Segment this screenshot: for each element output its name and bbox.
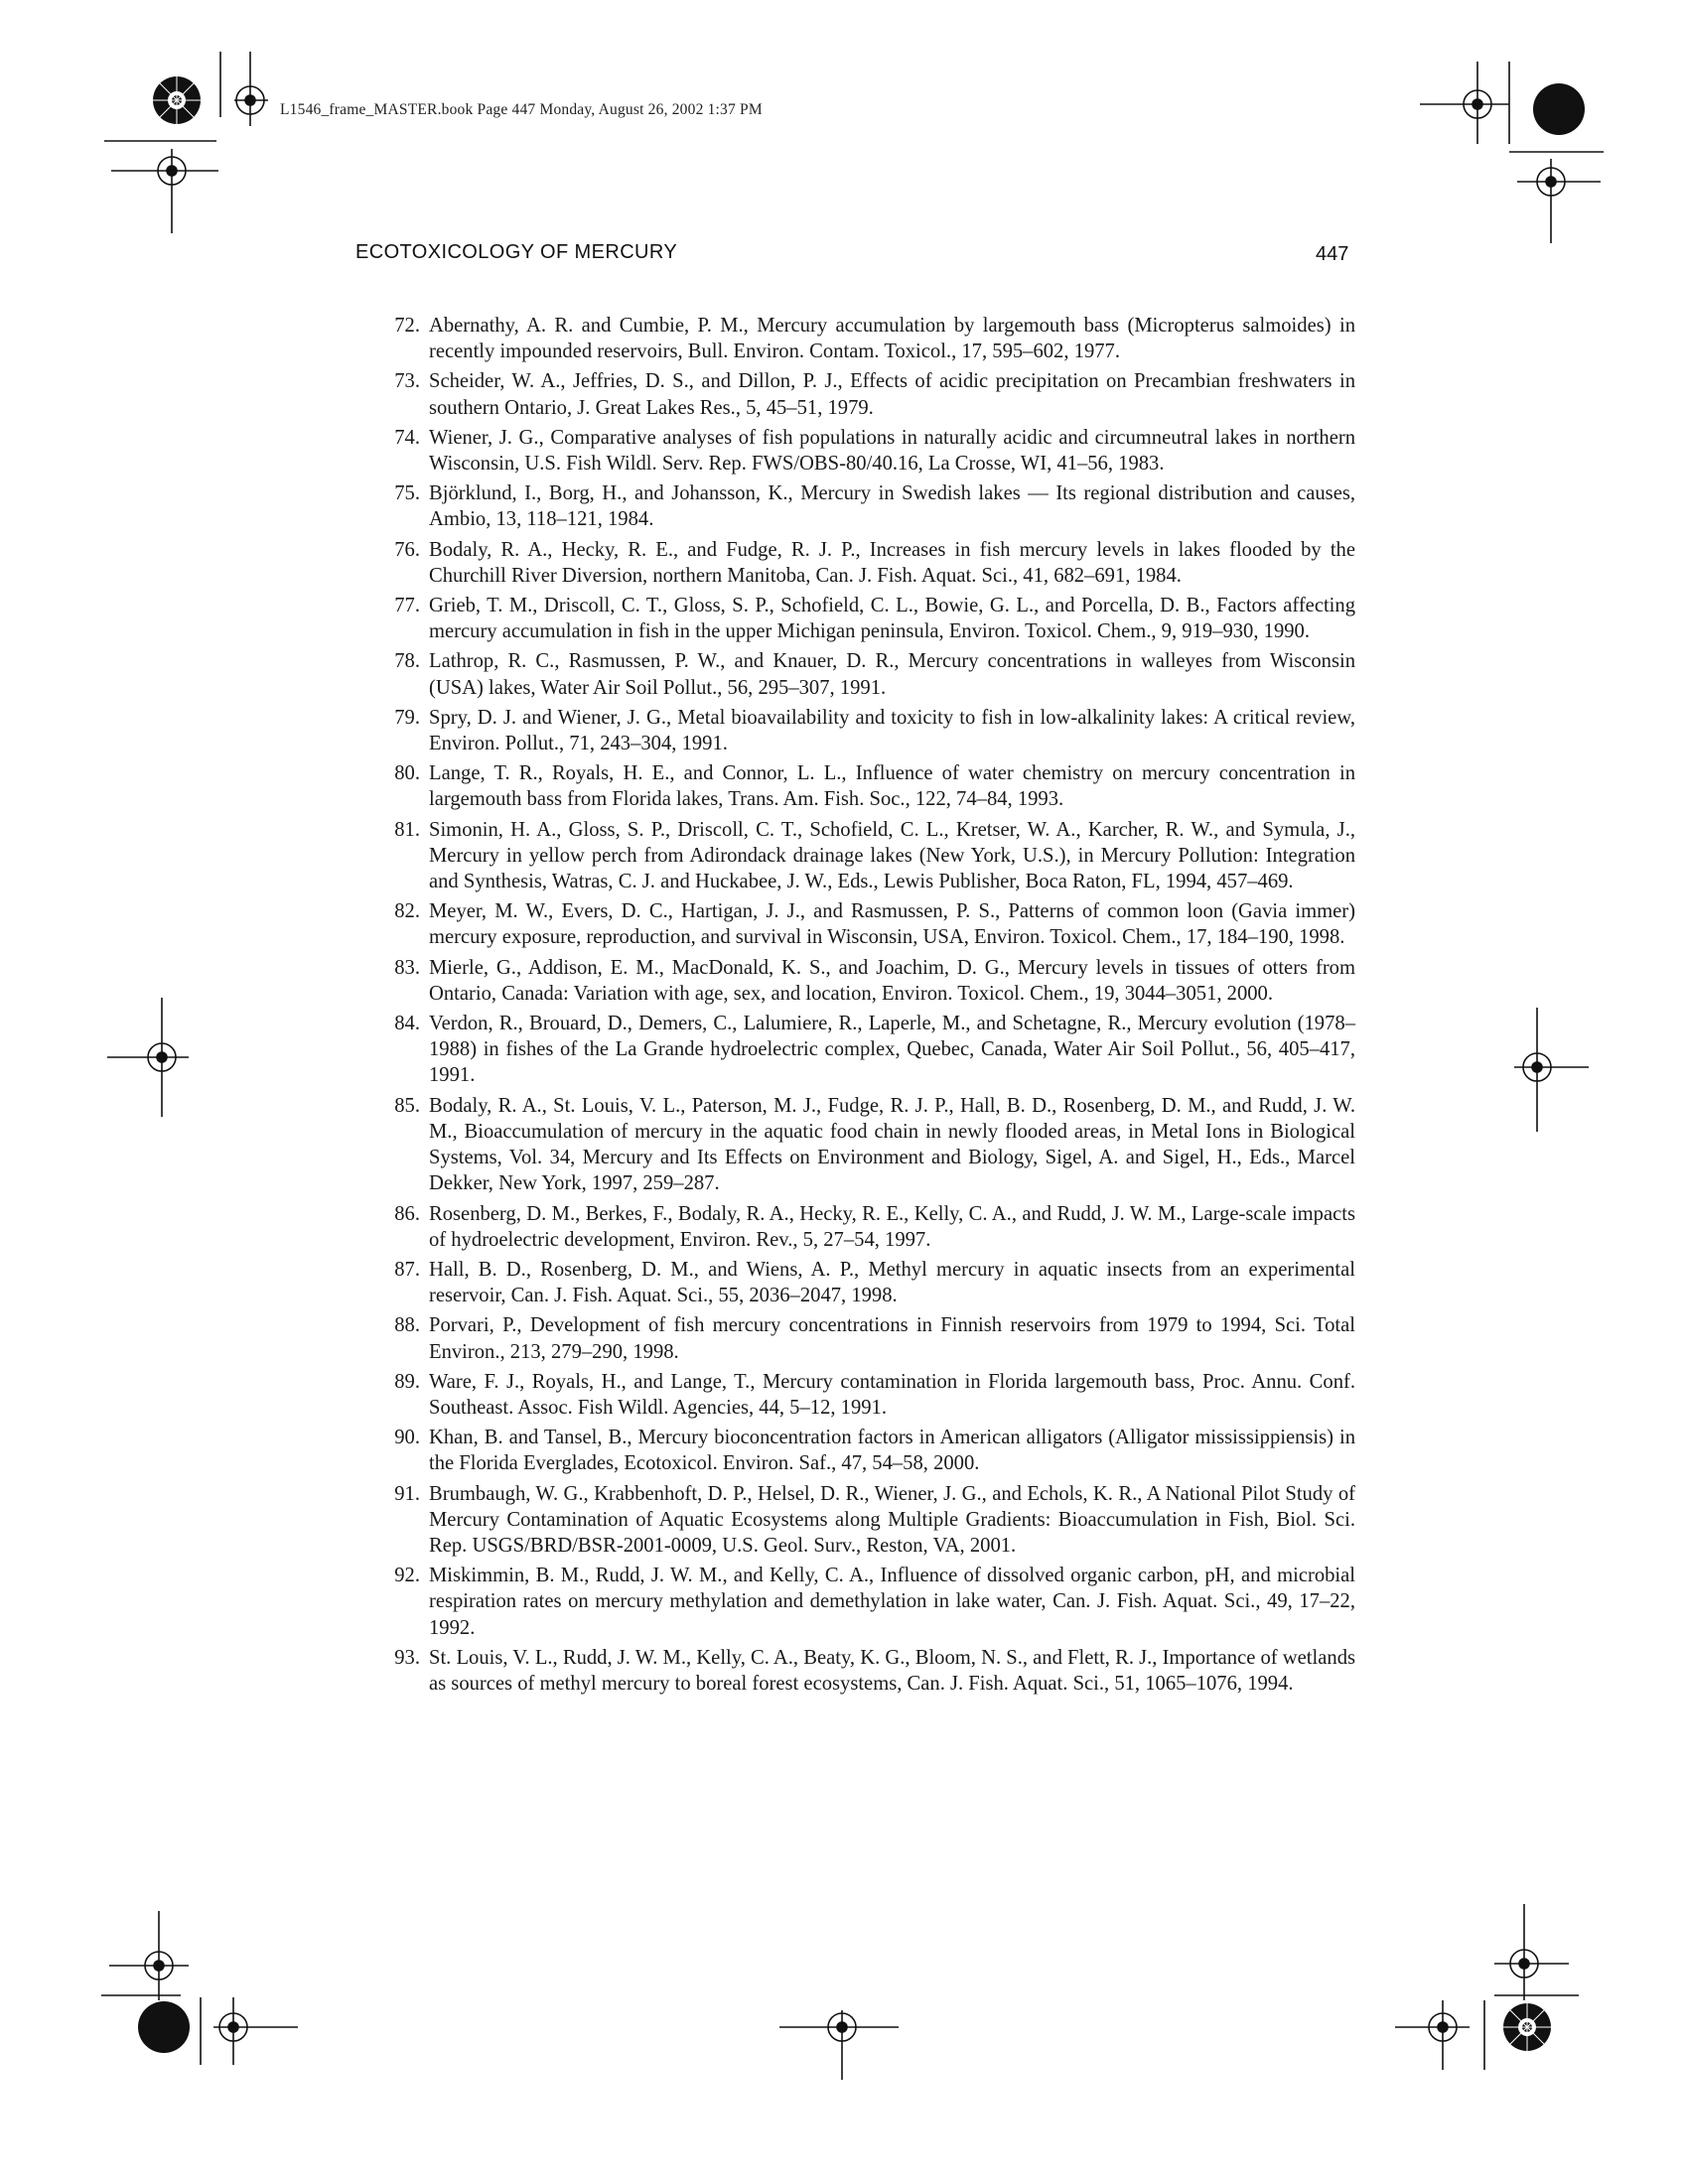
reference-item [372,1201,1355,1253]
reference-item [372,1425,1355,1476]
reference-number: 85. [394,1094,420,1117]
solid-circle-icon [138,2001,190,2053]
print-slug: L1546_frame_MASTER.book Page 447 Monday, August 26, 2002 1:37 PM [280,101,763,118]
reference-number: 78. [394,650,420,673]
reference-text: Verdon, R., Brouard, D., Demers, C., Lalumiere, R., Laperle, M., and Schetagne, R., Mercury evolution (1978–1988) in fishes of the La Grande hydroelectric complex, Quebec, Canada, Water Air Soil Pollut., 56, 405–417, 1991. [429,1013,1355,1087]
reference-text: Grieb, T. M., Driscoll, C. T., Gloss, S. P., Schofield, C. L., Bowie, G. L., and Porcella, D. B., Factors affecting mercury accumulation in fish in the upper Michigan peninsula, Environ. Toxicol. Chem., 9, 919–930, 1990. [429,595,1355,643]
reference-item [372,1011,1355,1089]
registration-mark-icon [213,1997,298,2065]
reference-text: Meyer, M. W., Evers, D. C., Hartigan, J. J., and Rasmussen, P. S., Patterns of common loon (Gavia immer) mercury exposure, reproduction, and survival in Wisconsin, USA, Environ. Toxicol. Chem., 17, 184–190, 1998. [429,900,1355,949]
registration-mark-icon [779,2010,899,2080]
registration-mark-icon [1395,2000,1470,2070]
reference-number: 81. [394,818,420,841]
registration-mark-icon [107,998,189,1117]
solid-circle-icon [1533,83,1585,135]
reference-text: Björklund, I., Borg, H., and Johansson, K., Mercury in Swedish lakes — Its regional distribution and causes, Ambio, 13, 118–121, 1984. [429,482,1355,531]
reference-item [372,955,1355,1007]
reference-number: 76. [394,538,420,561]
reference-number: 82. [394,900,420,923]
reference-text: Brumbaugh, W. G., Krabbenhoft, D. P., Helsel, D. R., Wiener, J. G., and Echols, K. R., A National Pilot Study of Mercury Contamination of Aquatic Ecosystems along Multiple Gradients: Bioaccumulation in Fish, Biol. Sci. Rep. USGS/BRD/BSR-2001-0009, U.S. Geol. Surv., Reston, VA, 2001. [429,1482,1355,1557]
reference-number: 84. [394,1013,420,1035]
reference-text: Ware, F. J., Royals, H., and Lange, T., Mercury contamination in Florida largemouth bass, Proc. Annu. Conf. Southeast. Assoc. Fish Wildl. Agencies, 44, 5–12, 1991. [429,1370,1355,1419]
reference-item [372,705,1355,756]
reference-text: Rosenberg, D. M., Berkes, F., Bodaly, R. A., Hecky, R. E., Kelly, C. A., and Rudd, J. W. M., Large-scale impacts of hydroelectric development, Environ. Rev., 5, 27–54, 1997. [429,1202,1355,1251]
reference-text: Hall, B. D., Rosenberg, D. M., and Wiens, A. P., Methyl mercury in aquatic insects from an experimental reservoir, Can. J. Fish. Aquat. Sci., 55, 2036–2047, 1998. [429,1258,1355,1307]
reference-item [372,593,1355,644]
registration-mark-icon [109,1911,189,2000]
reference-number: 93. [394,1646,420,1669]
reference-text: Lathrop, R. C., Rasmussen, P. W., and Knauer, D. R., Mercury concentrations in walleyes from Wisconsin (USA) lakes, Water Air Soil Pollut., 56, 295–307, 1991. [429,650,1355,699]
reference-text: Miskimmin, B. M., Rudd, J. W. M., and Kelly, C. A., Influence of dissolved organic carbon, pH, and microbial respiration rates on mercury methylation and demethylation in lake water, Can. J. Fish. Aquat. Sci., 49, 17–22, 1992. [429,1565,1355,1639]
reference-number: 86. [394,1202,420,1225]
reference-number: 79. [394,706,420,729]
reference-item [372,480,1355,532]
reference-item [372,760,1355,812]
reference-number: 87. [394,1258,420,1281]
registration-mark-icon [111,149,218,233]
reference-item [372,898,1355,950]
reference-number: 89. [394,1370,420,1393]
reference-number: 91. [394,1482,420,1505]
starburst-icon [152,75,202,125]
reference-item [372,648,1355,700]
reference-number: 90. [394,1427,420,1449]
registration-mark-icon [1514,1008,1589,1132]
reference-text: Bodaly, R. A., St. Louis, V. L., Paterson, M. J., Fudge, R. J. P., Hall, B. D., Rosenberg, D. M., and Rudd, J. W. M., Bioaccumulation of mercury in the aquatic food chain in newly flooded areas, in Metal Ions in Biological Systems, Vol. 34, Mercury and Its Effects on Environment and Biology, Sigel, A. and Sigel, H., Eds., Marcel Dekker, New York, 1997, 259–287. [429,1094,1355,1195]
reference-text: Simonin, H. A., Gloss, S. P., Driscoll, C. T., Schofield, C. L., Kretser, W. A., Karcher, R. W., and Symula, J., Mercury in yellow perch from Adirondack drainage lakes (New York, U.S.), in Mercury Pollution: Integration and Synthesis, Watras, C. J. and Huckabee, J. W., Eds., Lewis Publisher, Boca Raton, FL, 1994, 457–469. [429,818,1355,893]
starburst-icon [1502,2002,1552,2052]
running-title: ECOTOXICOLOGY OF MERCURY [355,241,678,263]
registration-mark-icon [234,52,268,126]
reference-item [372,1093,1355,1197]
reference-item [372,537,1355,589]
reference-list [372,313,1355,1701]
reference-number: 75. [394,482,420,505]
reference-text: Bodaly, R. A., Hecky, R. E., and Fudge, R. J. P., Increases in fish mercury levels in lakes flooded by the Churchill River Diversion, northern Manitoba, Can. J. Fish. Aquat. Sci., 41, 682–691, 1984. [429,538,1355,587]
reference-item [372,1645,1355,1697]
reference-text: Scheider, W. A., Jeffries, D. S., and Dillon, P. J., Effects of acidic precipitation on Precambian freshwaters in southern Ontario, J. Great Lakes Res., 5, 45–51, 1979. [429,370,1355,419]
reference-number: 92. [394,1565,420,1587]
reference-number: 72. [394,315,420,337]
reference-text: Mierle, G., Addison, E. M., MacDonald, K. S., and Joachim, D. G., Mercury levels in tissues of otters from Ontario, Canada: Variation with age, sex, and location, Environ. Toxicol. Chem., 19, 3044–3051, 2000. [429,956,1355,1005]
reference-number: 83. [394,956,420,979]
reference-item [372,1481,1355,1560]
reference-item [372,1257,1355,1308]
reference-item [372,1312,1355,1364]
reference-item [372,1563,1355,1641]
reference-text: Abernathy, A. R. and Cumbie, P. M., Mercury accumulation by largemouth bass (Micropterus salmoides) in recently impounded reservoirs, Bull. Environ. Contam. Toxicol., 17, 595–602, 1977. [429,315,1355,363]
reference-item [372,313,1355,364]
reference-text: Lange, T. R., Royals, H. E., and Connor, L. L., Influence of water chemistry on mercury concentration in largemouth bass from Florida lakes, Trans. Am. Fish. Soc., 122, 74–84, 1993. [429,762,1355,811]
reference-number: 80. [394,762,420,785]
reference-item [372,425,1355,477]
registration-mark-icon [1517,159,1601,243]
reference-number: 88. [394,1314,420,1337]
reference-item [372,1369,1355,1421]
reference-text: Wiener, J. G., Comparative analyses of fish populations in naturally acidic and circumneutral lakes in northern Wisconsin, U.S. Fish Wildl. Serv. Rep. FWS/OBS-80/40.16, La Crosse, WI, 41–56, 1983. [429,426,1355,476]
reference-item [372,368,1355,420]
reference-item [372,817,1355,895]
reference-text: Porvari, P., Development of fish mercury concentrations in Finnish reservoirs from 1979 to 1994, Sci. Total Environ., 213, 279–290, 1998. [429,1314,1355,1363]
reference-number: 74. [394,426,420,449]
reference-text: Spry, D. J. and Wiener, J. G., Metal bioavailability and toxicity to fish in low-alkalinity lakes: A critical review, Environ. Pollut., 71, 243–304, 1991. [429,706,1355,755]
reference-text: Khan, B. and Tansel, B., Mercury bioconcentration factors in American alligators (Alligator mississippiensis) in the Florida Everglades, Ecotoxicol. Environ. Saf., 47, 54–58, 2000. [429,1427,1355,1475]
reference-number: 77. [394,595,420,617]
reference-number: 73. [394,370,420,393]
page-number: 447 [1316,243,1349,265]
reference-text: St. Louis, V. L., Rudd, J. W. M., Kelly, C. A., Beaty, K. G., Bloom, N. S., and Flett, R. J., Importance of wetlands as sources of methyl mercury to boreal forest ecosystems, Can. J. Fish. Aquat. Sci., 51, 1065–1076, 1994. [429,1646,1356,1695]
registration-mark-icon [1494,1904,1569,2000]
registration-mark-icon [1420,62,1509,144]
